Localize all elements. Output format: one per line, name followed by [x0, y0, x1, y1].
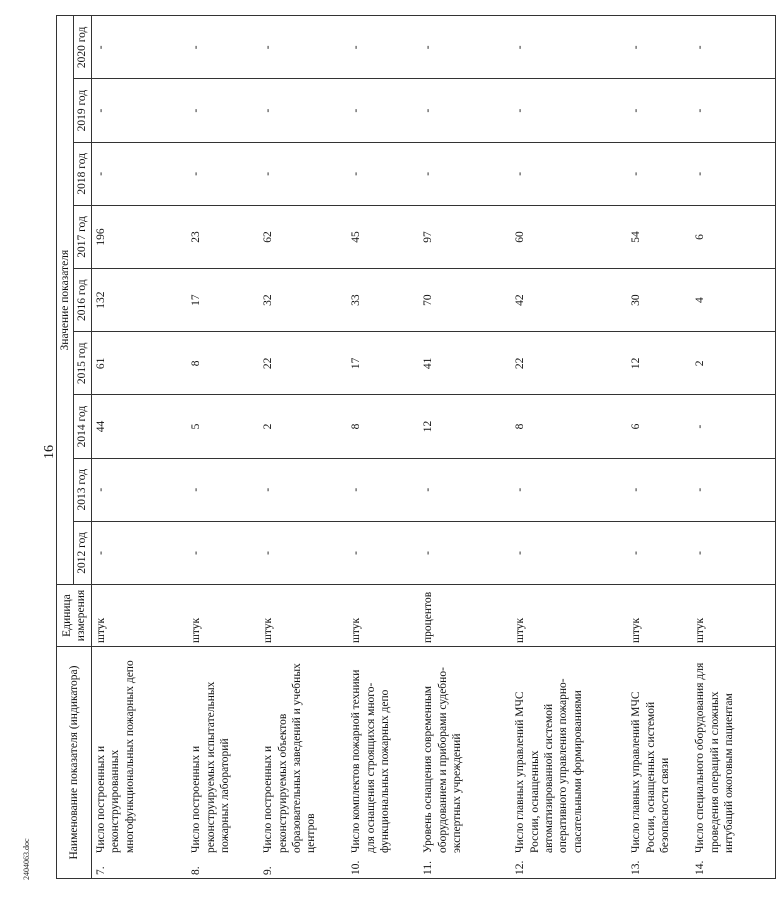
- value-cell: -: [419, 16, 511, 79]
- unit-cell: процентов: [419, 585, 511, 647]
- page-number: 16: [42, 445, 57, 459]
- value-cell: -: [91, 142, 187, 205]
- footer-filename: 2404063.doc: [22, 838, 31, 880]
- value-cell: -: [347, 142, 419, 205]
- row-number: 10.: [350, 860, 363, 875]
- value-cell: 12: [419, 395, 511, 458]
- value-cell: -: [91, 521, 187, 584]
- value-cell: 33: [347, 269, 419, 332]
- value-cell: 5: [187, 395, 259, 458]
- value-cell: 54: [627, 205, 691, 268]
- value-cell: 17: [347, 332, 419, 395]
- value-cell: -: [511, 458, 627, 521]
- value-cell: 44: [91, 395, 187, 458]
- value-cell: -: [691, 521, 775, 584]
- value-cell: 8: [347, 395, 419, 458]
- value-cell: 30: [627, 269, 691, 332]
- value-cell: 4: [691, 269, 775, 332]
- table-row: [627, 16, 691, 879]
- indicator-name-cell: [511, 647, 627, 879]
- row-number: 8.: [190, 866, 203, 875]
- value-cell: -: [91, 458, 187, 521]
- value-cell: 8: [187, 332, 259, 395]
- table-row: [187, 16, 259, 879]
- value-cell: 17: [187, 269, 259, 332]
- value-cell: -: [419, 79, 511, 142]
- table-row: [419, 16, 511, 879]
- value-cell: -: [691, 142, 775, 205]
- value-cell: -: [259, 16, 347, 79]
- indicator-name: Число построенных и реконструируемых объектов образовательных заведений и учебных центров: [262, 663, 318, 853]
- unit-cell: штук: [347, 585, 419, 647]
- value-cell: 70: [419, 269, 511, 332]
- value-cell: -: [419, 521, 511, 584]
- row-number: 14.: [694, 860, 707, 875]
- value-cell: 12: [627, 332, 691, 395]
- indicator-name: Число построенных и реконструированных многофункциональных пожарных депо: [94, 660, 136, 853]
- unit-cell: штук: [511, 585, 627, 647]
- table-body: [91, 16, 775, 879]
- indicator-name-cell: [91, 647, 187, 879]
- header-year: 2013 год: [74, 458, 91, 521]
- indicator-table: [56, 15, 776, 879]
- value-cell: -: [419, 458, 511, 521]
- indicator-name-cell: [187, 647, 259, 879]
- indicator-name: Число специального оборудования для проведения операций и сложных интубаций ожоговым пациентам: [694, 662, 735, 853]
- header-unit: Единица измерения: [57, 585, 92, 647]
- table-row: [511, 16, 627, 879]
- value-cell: 23: [187, 205, 259, 268]
- indicator-name: Число главных управлений МЧС России, оснащенных автоматизированной системой оперативного управления пожарно-спасательными формированиями: [514, 678, 584, 853]
- row-number: 13.: [630, 860, 643, 875]
- row-number: 11.: [422, 861, 435, 875]
- value-cell: -: [511, 79, 627, 142]
- value-cell: -: [691, 16, 775, 79]
- header-year: 2012 год: [74, 521, 91, 584]
- value-cell: -: [691, 458, 775, 521]
- value-cell: -: [187, 79, 259, 142]
- unit-cell: штук: [691, 585, 775, 647]
- value-cell: -: [627, 521, 691, 584]
- indicator-name: Уровень оснащения современным оборудованием и приборами судебно-экспертных учреждений: [422, 667, 463, 853]
- row-number: 7.: [94, 866, 107, 875]
- value-cell: -: [347, 521, 419, 584]
- value-cell: -: [511, 142, 627, 205]
- value-cell: 45: [347, 205, 419, 268]
- value-cell: -: [187, 458, 259, 521]
- value-cell: -: [187, 16, 259, 79]
- value-cell: 22: [511, 332, 627, 395]
- value-cell: -: [511, 521, 627, 584]
- header-year: 2016 год: [74, 269, 91, 332]
- value-cell: -: [347, 79, 419, 142]
- unit-cell: штук: [627, 585, 691, 647]
- value-cell: -: [691, 395, 775, 458]
- indicator-name: Число главных управлений МЧС России, оснащенных системой безопасности связи: [630, 691, 671, 853]
- value-cell: 22: [259, 332, 347, 395]
- header-year: 2019 год: [74, 79, 91, 142]
- value-cell: 6: [627, 395, 691, 458]
- value-cell: -: [187, 521, 259, 584]
- indicator-name-cell: [259, 647, 347, 879]
- table-row: [691, 16, 775, 879]
- value-cell: -: [627, 16, 691, 79]
- row-number: 12.: [514, 860, 527, 875]
- indicator-name-cell: [691, 647, 775, 879]
- value-cell: 41: [419, 332, 511, 395]
- value-cell: -: [259, 79, 347, 142]
- header-year: 2015 год: [74, 332, 91, 395]
- value-cell: 6: [691, 205, 775, 268]
- value-cell: -: [91, 79, 187, 142]
- value-cell: -: [691, 79, 775, 142]
- value-cell: 32: [259, 269, 347, 332]
- value-cell: -: [259, 142, 347, 205]
- table-row: [347, 16, 419, 879]
- indicator-name-cell: [627, 647, 691, 879]
- value-cell: 2: [259, 395, 347, 458]
- value-cell: 60: [511, 205, 627, 268]
- header-year: 2017 год: [74, 205, 91, 268]
- row-number: 9.: [262, 866, 275, 875]
- value-cell: 8: [511, 395, 627, 458]
- value-cell: 97: [419, 205, 511, 268]
- value-cell: -: [259, 458, 347, 521]
- value-cell: 132: [91, 269, 187, 332]
- unit-cell: штук: [91, 585, 187, 647]
- value-cell: 61: [91, 332, 187, 395]
- header-year: 2018 год: [74, 142, 91, 205]
- unit-cell: штук: [259, 585, 347, 647]
- indicator-name: Число построенных и реконструируемых испытательных пожарных лабораторий: [190, 681, 231, 853]
- value-cell: -: [627, 142, 691, 205]
- unit-cell: штук: [187, 585, 259, 647]
- header-values: Значение показателя: [57, 16, 74, 585]
- indicator-name: Число комплектов пожарной техники для оснащения строящихся много-функциональных пожарных депо: [350, 669, 391, 853]
- value-cell: -: [347, 16, 419, 79]
- value-cell: -: [347, 458, 419, 521]
- value-cell: -: [627, 79, 691, 142]
- value-cell: 62: [259, 205, 347, 268]
- header-year: 2014 год: [74, 395, 91, 458]
- value-cell: -: [419, 142, 511, 205]
- indicator-name-cell: [419, 647, 511, 879]
- header-name: Наименование показателя (индикатора): [57, 647, 92, 879]
- value-cell: -: [187, 142, 259, 205]
- value-cell: -: [511, 16, 627, 79]
- indicator-table-wrapper: [56, 17, 735, 879]
- table-row: [91, 16, 187, 879]
- value-cell: 42: [511, 269, 627, 332]
- table-row: [259, 16, 347, 879]
- value-cell: -: [259, 521, 347, 584]
- value-cell: 196: [91, 205, 187, 268]
- value-cell: -: [627, 458, 691, 521]
- indicator-name-cell: [347, 647, 419, 879]
- header-year: 2020 год: [74, 16, 91, 79]
- value-cell: -: [91, 16, 187, 79]
- value-cell: 2: [691, 332, 775, 395]
